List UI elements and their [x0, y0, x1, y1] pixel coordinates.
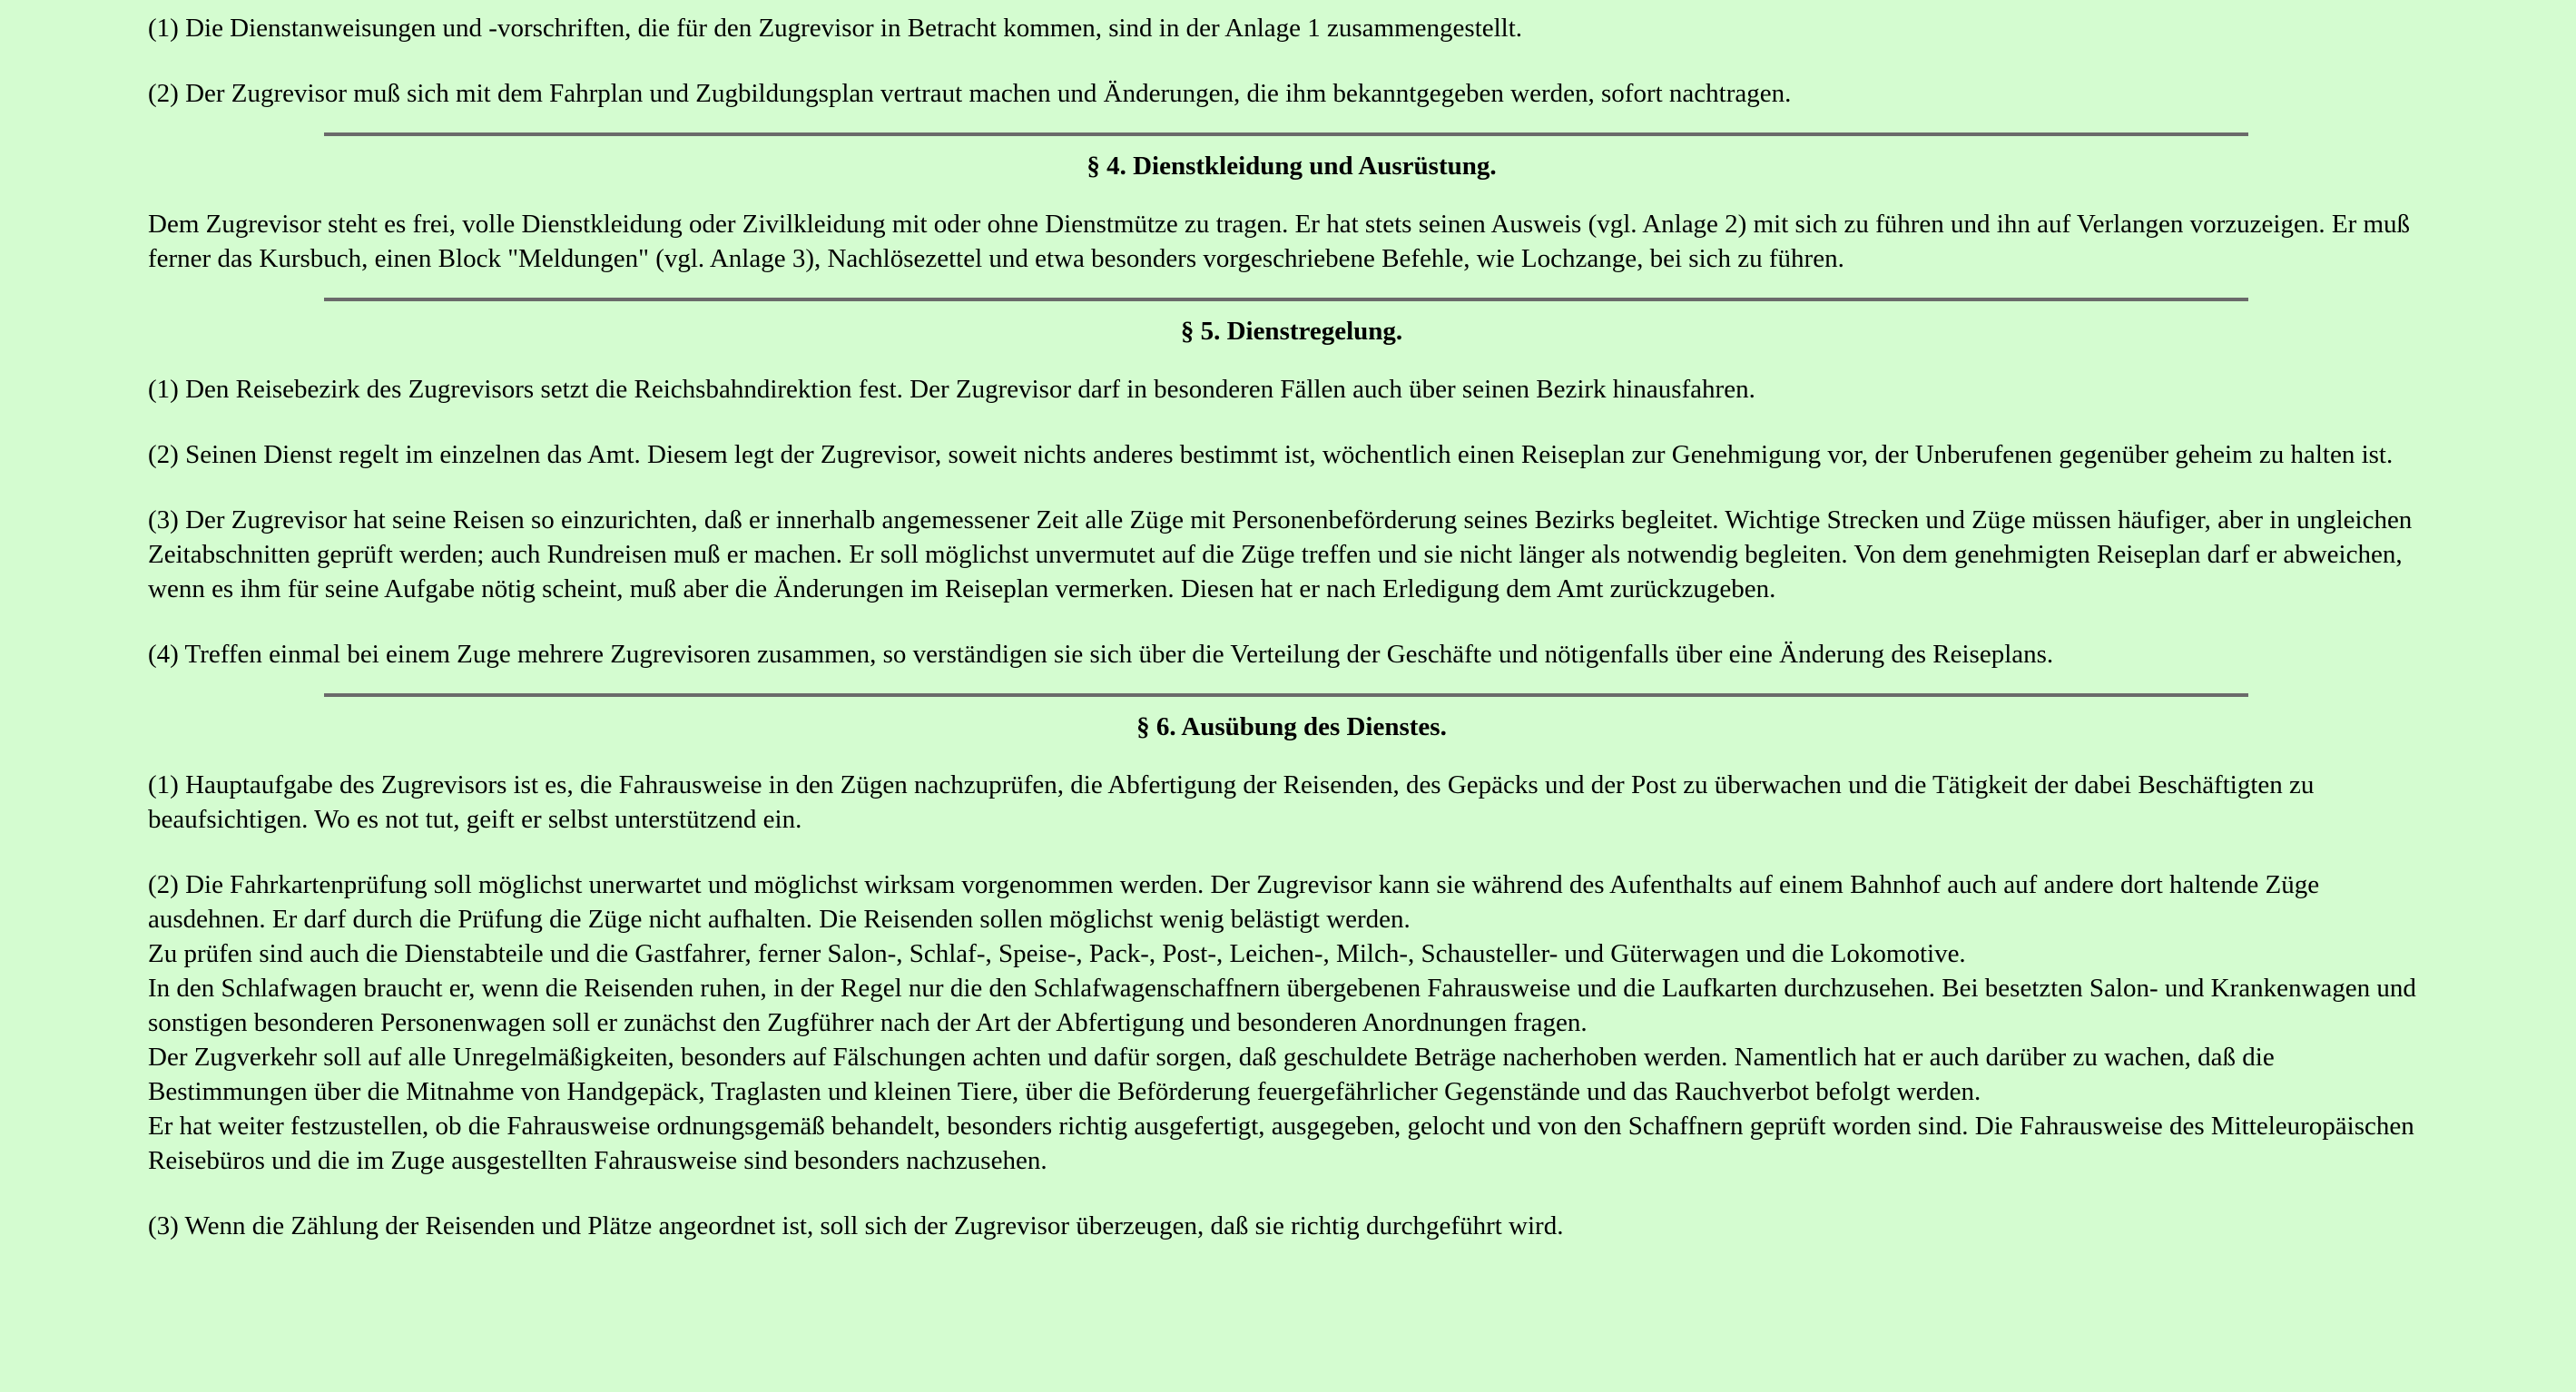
intro-paragraph-1: (1) Die Dienstanweisungen und -vorschriften, die für den Zugrevisor in Betracht kommen, sind in der Anlage 1 zusammengestellt. — [148, 14, 1523, 43]
section-6-paragraph-3: (3) Wenn die Zählung der Reisenden und Plätze angeordnet ist, soll sich der Zugrevisor überzeugen, daß sie richtig durchgeführt wird. — [148, 1211, 1564, 1240]
section-6-heading: § 6. Ausübung des Dienstes. — [1136, 712, 1447, 741]
section-divider — [324, 693, 2248, 697]
section-divider — [324, 132, 2248, 136]
section-5-paragraph-4: (4) Treffen einmal bei einem Zuge mehrere Zugrevisoren zusammen, so verständigen sie sich über die Verteilung der Geschäfte und nötigenfalls über eine Änderung des Reiseplans. — [148, 640, 2054, 669]
section-5-paragraph-1: (1) Den Reisebezirk des Zugrevisors setzt die Reichsbahndirektion fest. Der Zugrevisor darf in besonderen Fällen auch über seinen Bezirk hinausfahren. — [148, 375, 1755, 404]
section-6-paragraph-2 — [148, 868, 2435, 1178]
section-6-paragraph-2-line-5: Er hat weiter festzustellen, ob die Fahrausweise ordnungsgemäß behandelt, besonders richtig ausgefertigt, ausgegeben, gelocht und von den Schaffnern geprüft worden sind. Die Fahrausweise des Mitteleuropäischen Reisebüros und die im Zuge ausgestellten Fahrausweise sind besonders nachzusehen. — [148, 1112, 2414, 1175]
section-6-paragraph-2-line-2: Zu prüfen sind auch die Dienstabteile und die Gastfahrer, ferner Salon-, Schlaf-, Speise-, Pack-, Post-, Leichen-, Milch-, Schausteller- und Güterwagen und die Lokomotive. — [148, 939, 1966, 968]
section-4-heading: § 4. Dienstkleidung und Ausrüstung. — [1086, 152, 1497, 181]
section-6-paragraph-2-line-1: (2) Die Fahrkartenprüfung soll möglichst unerwartet und möglichst wirksam vorgenommen werden. Der Zugrevisor kann sie während des Aufenthalts auf einem Bahnhof auch auf andere dort haltende Züge ausdehnen. Er darf durch die Prüfung die Züge nicht aufhalten. Die Reisenden sollen möglichst wenig belästigt werden. — [148, 870, 2320, 934]
section-divider — [324, 298, 2248, 301]
intro-paragraph-2: (2) Der Zugrevisor muß sich mit dem Fahrplan und Zugbildungsplan vertraut machen und Änderungen, die ihm bekanntgegeben werden, sofort nachtragen. — [148, 79, 1792, 108]
section-6-paragraph-2-line-4: Der Zugverkehr soll auf alle Unregelmäßigkeiten, besonders auf Fälschungen achten und dafür sorgen, daß geschuldete Beträge nacherhoben werden. Namentlich hat er auch darüber zu wachen, daß die Bestimmungen über die Mitnahme von Handgepäck, Traglasten und kleinen Tiere, über die Beförderung feuergefährlicher Gegenstände und das Rauchverbot befolgt werden. — [148, 1043, 2275, 1106]
section-5-paragraph-2: (2) Seinen Dienst regelt im einzelnen das Amt. Diesem legt der Zugrevisor, soweit nichts anderes bestimmt ist, wöchentlich einen Reiseplan zur Genehmigung vor, der Unberufenen gegenüber geheim zu halten ist. — [148, 440, 2394, 469]
section-6-paragraph-1: (1) Hauptaufgabe des Zugrevisors ist es, die Fahrausweise in den Zügen nachzuprüfen, die Abfertigung der Reisenden, des Gepäcks und der Post zu überwachen und die Tätigkeit der dabei Beschäftigten zu beaufsichtigen. Wo es not tut, geift er selbst unterstützend ein. — [148, 770, 2315, 834]
section-4-paragraph-1: Dem Zugrevisor steht es frei, volle Dienstkleidung oder Zivilkleidung mit oder ohne Dienstmütze zu tragen. Er hat stets seinen Ausweis (vgl. Anlage 2) mit sich zu führen und ihn auf Verlangen vorzuzeigen. Er muß ferner das Kursbuch, einen Block "Meldungen" (vgl. Anlage 3), Nachlösezettel und etwa besonders vorgeschriebene Befehle, wie Lochzange, bei sich zu führen. — [148, 210, 2411, 273]
section-5-heading: § 5. Dienstregelung. — [1180, 317, 1403, 346]
document-content — [148, 11, 2435, 1243]
section-6-paragraph-2-line-3: In den Schlafwagen braucht er, wenn die Reisenden ruhen, in der Regel nur die den Schlafwagenschaffnern übergebenen Fahrausweise und die Laufkarten durchzusehen. Bei besetzten Salon- und Krankenwagen und sonstigen besonderen Personenwagen soll er zunächst den Zugführer nach der Art der Abfertigung und besonderen Anordnungen fragen. — [148, 974, 2416, 1037]
section-5-paragraph-3: (3) Der Zugrevisor hat seine Reisen so einzurichten, daß er innerhalb angemessener Zeit alle Züge mit Personenbeförderung seines Bezirks begleitet. Wichtige Strecken und Züge müssen häufiger, aber in ungleichen Zeitabschnitten geprüft werden; auch Rundreisen muß er machen. Er soll möglichst unvermutet auf die Züge treffen und sie nicht länger als notwendig begleiten. Von dem genehmigten Reiseplan darf er abweichen, wenn es ihm für seine Aufgabe nötig scheint, muß aber die Änderungen im Reiseplan vermerken. Diesen hat er nach Erledigung dem Amt zurückzugeben. — [148, 505, 2413, 603]
